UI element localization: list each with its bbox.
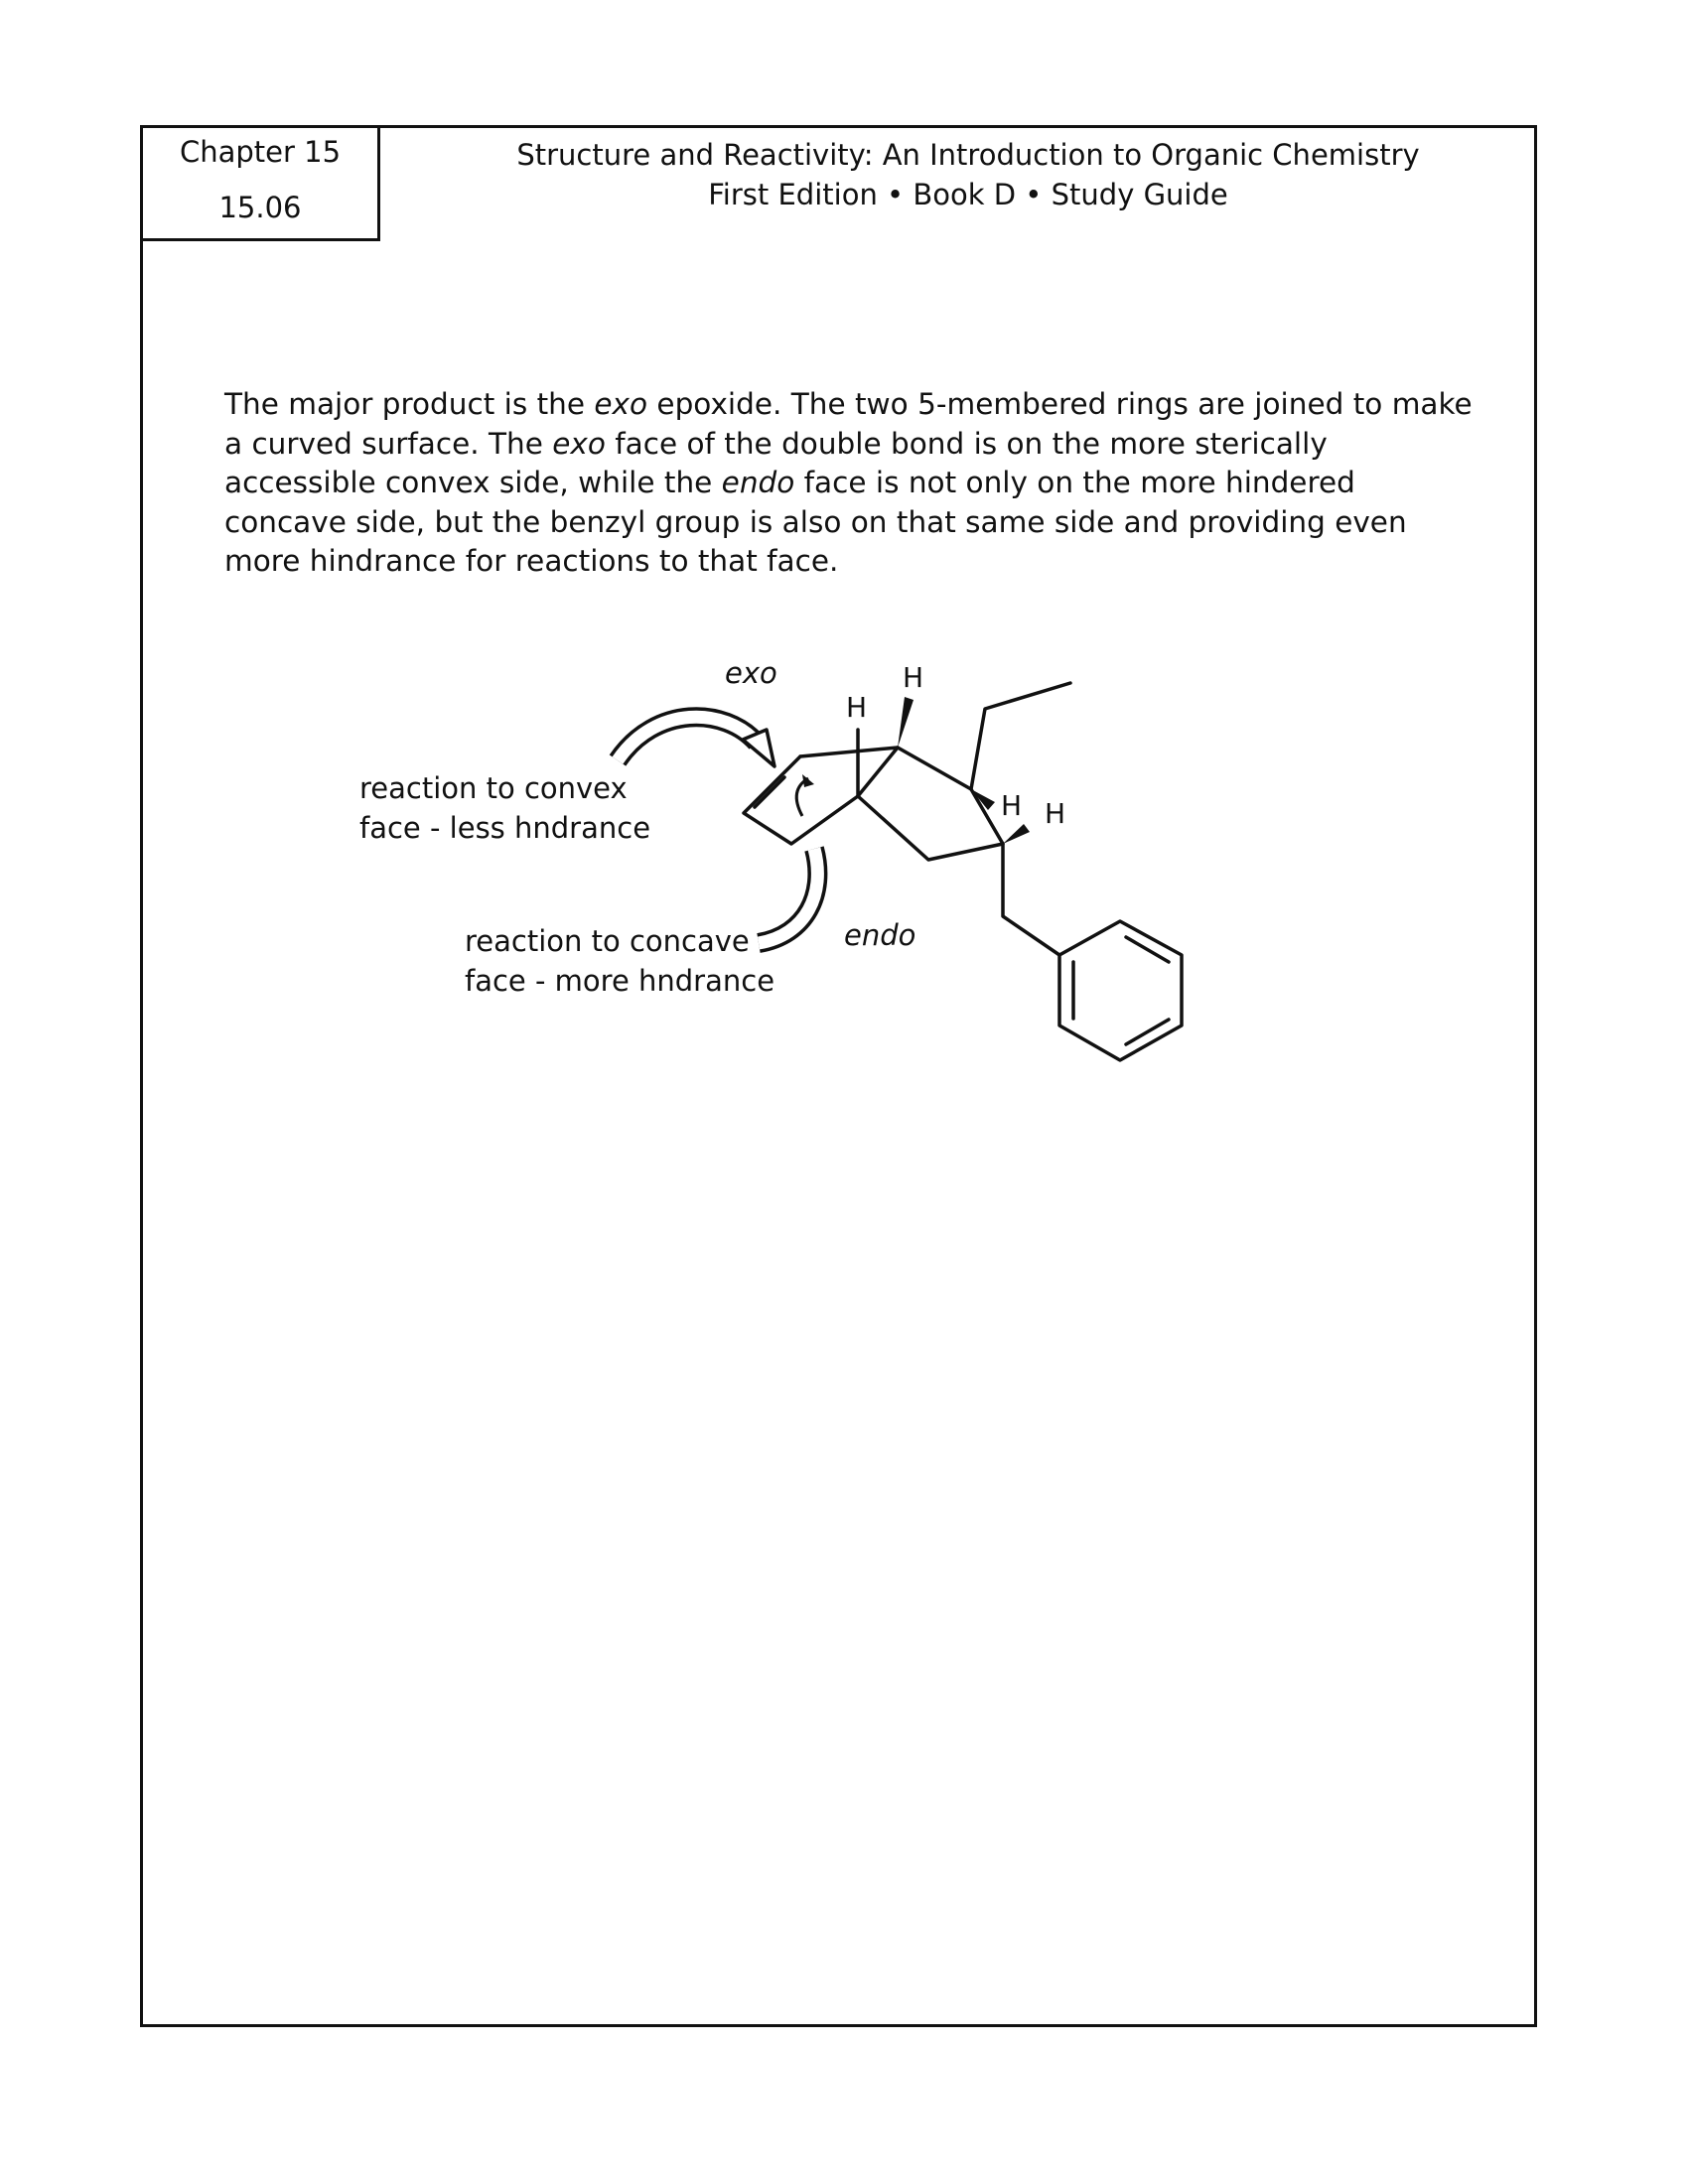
convex-label-line2: face - less hndrance (359, 811, 651, 845)
concave-label-line1: reaction to concave (465, 924, 750, 958)
convex-label-line1: reaction to convex (359, 771, 628, 805)
book-title: Structure and Reactivity: An Introduction to Organic Chemistry (516, 138, 1420, 172)
concave-attack-arrow (759, 849, 817, 943)
hydrogen-label: H (1001, 789, 1023, 822)
emphasis-exo: exo (552, 426, 606, 461)
hydrogen-label: H (1045, 797, 1066, 830)
text-run: face of the double bond is on the more sterically accessible convex side, while the (224, 426, 1328, 499)
text-run: The major product is the (224, 387, 595, 421)
small-arrowhead (802, 774, 814, 787)
double-bond (755, 777, 784, 807)
text-run: face is not only on the more hindered concave side, but the benzyl group is also on that same side and providing even more hindrance for reactions to that face. (224, 466, 1407, 578)
exo-label: exo (725, 656, 777, 690)
book-subtitle: First Edition • Book D • Study Guide (708, 178, 1228, 211)
emphasis-exo: exo (594, 387, 648, 421)
text-run: epoxide. The two 5-membered rings are joined to make a curved surface. The (224, 387, 1473, 461)
hydrogen-label: H (846, 691, 868, 724)
hydrogen-label: H (903, 661, 924, 694)
endo-label: endo (844, 918, 916, 952)
chapter-label: Chapter 15 (179, 135, 342, 169)
emphasis-endo: endo (721, 466, 795, 499)
convex-attack-arrow (618, 717, 774, 766)
concave-label-line2: face - more hndrance (465, 964, 775, 998)
section-number: 15.06 (218, 191, 302, 224)
